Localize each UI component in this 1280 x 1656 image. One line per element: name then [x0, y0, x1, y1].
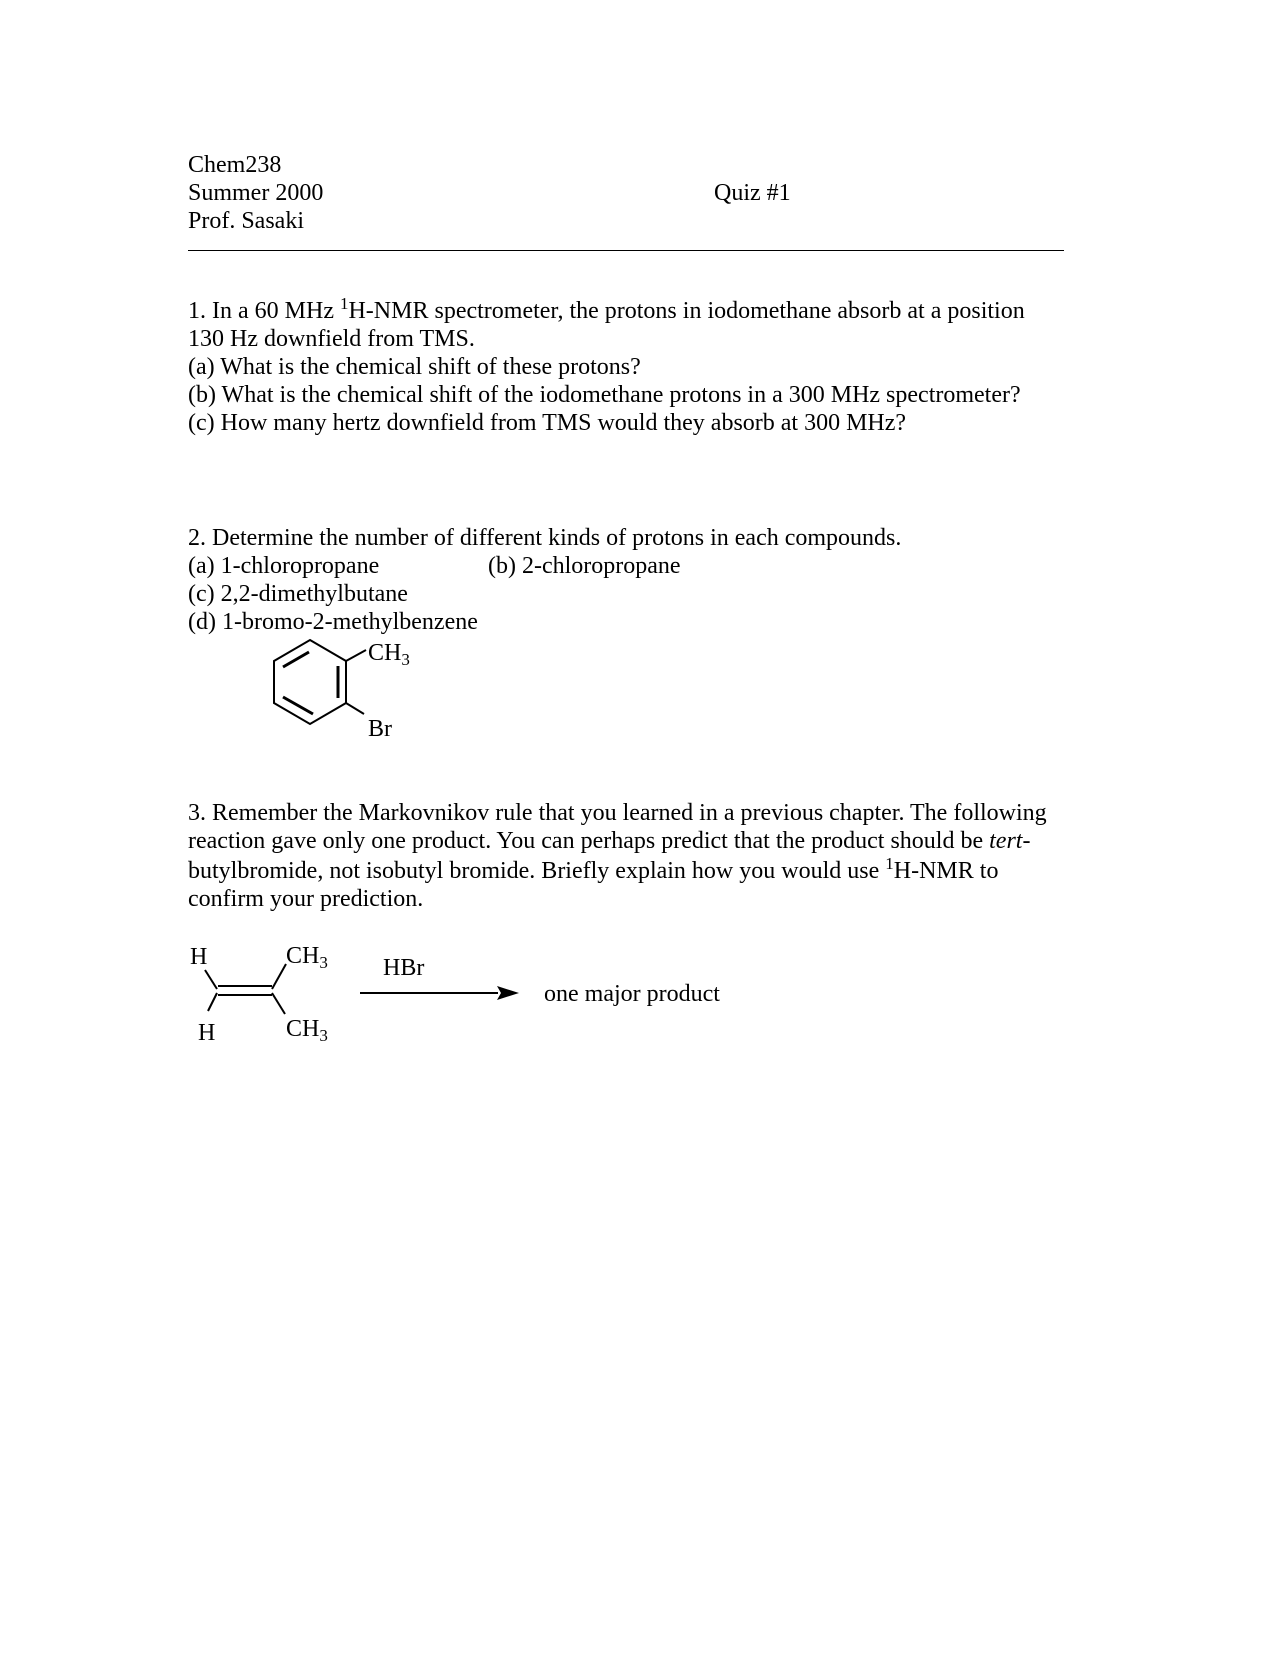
q3-superscript: 1	[885, 854, 894, 873]
q2-part-a: (a) 1-chloropropane	[188, 553, 380, 579]
q2-part-c: (c) 2,2-dimethylbutane	[188, 581, 408, 607]
q2-part-b: (b) 2-chloropropane	[488, 553, 681, 579]
term: Summer 2000	[188, 180, 324, 206]
alkene-h-bottom: H	[198, 1020, 216, 1046]
q3-line-2-start: reaction gave only one product. You can perhaps predict that the product should be	[188, 828, 990, 854]
q1-line-1-start: 1. In a 60 MHz	[188, 298, 340, 324]
q3-line-4: confirm your prediction.	[188, 886, 424, 912]
professor: Prof. Sasaki	[188, 208, 304, 234]
q1-line-1-end: H-NMR spectrometer, the protons in iodomethane absorb at a position	[348, 298, 1025, 324]
q1-part-a: (a) What is the chemical shift of these protons?	[188, 354, 641, 380]
course-name: Chem238	[188, 152, 282, 178]
q2-prompt: 2. Determine the number of different kinds of protons in each compounds.	[188, 525, 902, 551]
q1-superscript: 1	[339, 294, 349, 313]
benzene-bromo-label: Br	[368, 716, 392, 742]
alkene-h-top: H	[190, 944, 208, 970]
q2-part-d: (d) 1-bromo-2-methylbenzene	[188, 609, 478, 635]
q3-line-2-italic: tert-	[989, 828, 1031, 854]
reaction-arrow	[360, 986, 519, 1000]
q3-line-1: 3. Remember the Markovnikov rule that you learned in a previous chapter. The following	[188, 800, 1047, 826]
q1-part-c: (c) How many hertz downfield from TMS would they absorb at 300 MHz?	[188, 410, 907, 436]
product-label: one major product	[544, 981, 720, 1007]
reagent-label: HBr	[383, 955, 425, 981]
quiz-title: Quiz #1	[714, 180, 791, 206]
q1-line-2: 130 Hz downfield from TMS.	[188, 326, 475, 352]
q1-part-b: (b) What is the chemical shift of the iodomethane protons in a 300 MHz spectrometer?	[188, 382, 1021, 408]
q3-line-3-start: butylbromide, not isobutyl bromide. Briefly explain how you would use	[188, 858, 886, 884]
alkene-methyl-bottom: $CH_3$	[286, 1016, 328, 1045]
benzene-methyl-label: $CH_3$	[368, 640, 410, 669]
q3-line-3-end: H-NMR to	[893, 858, 999, 884]
alkene-methyl-top: $CH_3$	[286, 943, 328, 972]
